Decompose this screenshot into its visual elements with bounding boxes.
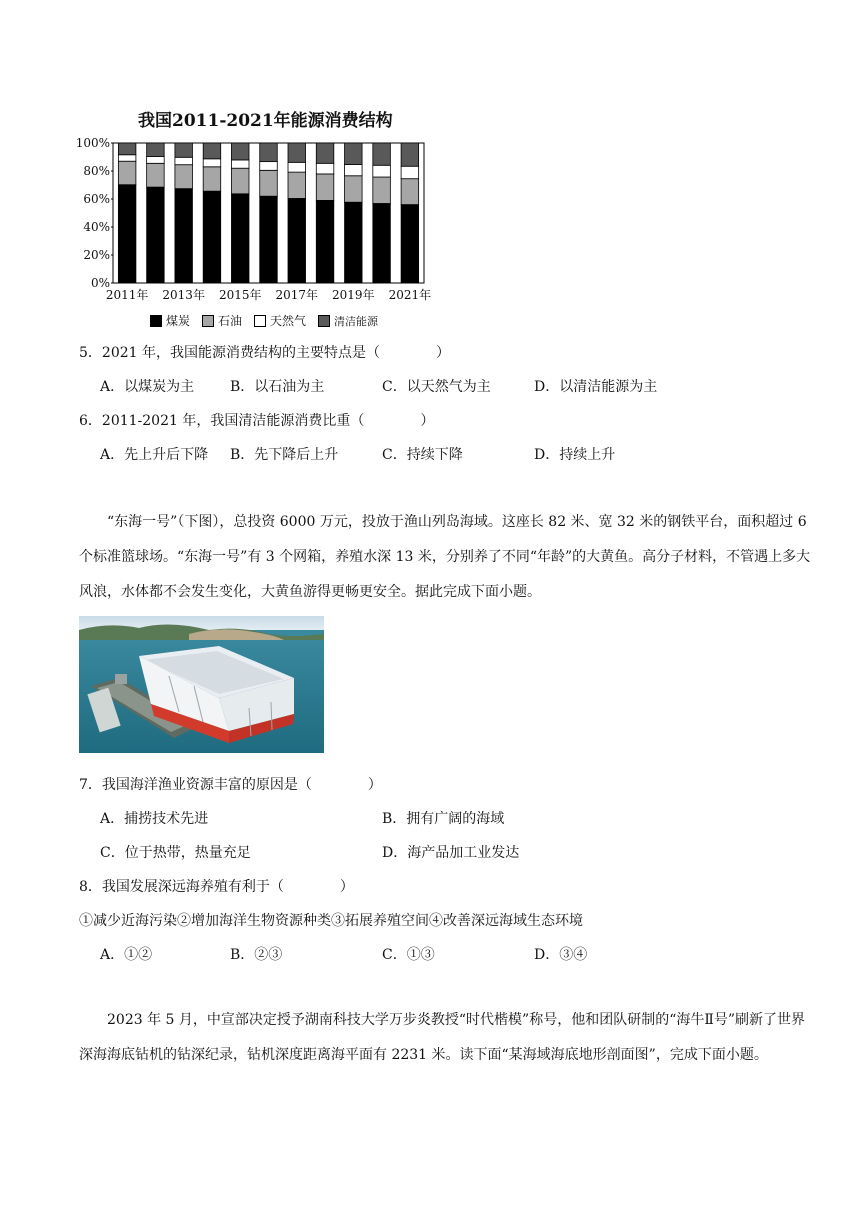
donghai-platform-photo [79,616,324,753]
bar-segment [118,161,136,185]
bar-segment [203,159,221,167]
bar-segment [401,179,419,205]
y-tick-label: 20% [83,248,110,262]
bar-segment [260,162,278,171]
legend-label-gas: 天然气 [270,314,307,328]
bar-segment [203,143,221,159]
question-6-stem: 6．2011-2021 年，我国清洁能源消费比重（ ） [79,413,435,429]
bar-segment [118,143,136,155]
y-tick-label: 40% [83,220,110,234]
passage-hainiu: 2023 年 5 月，中宣部决定授予湖南科技大学万步炎教授“时代楷模”称号，他和团队研制的“海牛Ⅱ号”刷新了世界深海海底钻机的钻深纪录，钻机深度距离海平面有 2231 米。读下面“某海域海底地形剖面图”，完成下面小题。 [79,1012,806,1063]
x-tick-label: 2015年 [218,288,262,302]
bar-segment [373,177,391,203]
bar-segment [345,176,363,202]
y-tick-label: 80% [83,164,110,178]
x-tick-label: 2017年 [275,288,319,302]
question-5-option-c: C．以天然气为主 [382,379,491,395]
legend-swatch-coal [150,315,162,327]
x-tick-label: 2013年 [162,288,205,302]
bar-segment [316,200,334,283]
legend-swatch-clean [318,315,330,327]
bar-segment [147,163,165,187]
passage-donghai-1: “东海一号”（下图），总投资 6000 万元，投放于渔山列岛海域。这座长 82 米、宽 32 米的钢铁平台，面积超过 6 个标准篮球场。“东海一号”有 3 个网箱，养殖水深 13 米，分别养了不同“年龄”的大黄鱼。高分子材料，不管遇上多大风浪，水体都不会发生变化，大黄鱼游得更畅更安全。据此完成下面小题。 [79,514,811,600]
bar-segment [260,196,278,283]
bar-segment [175,157,193,164]
y-tick-label: 100% [75,136,110,150]
x-tick-label: 2021年 [388,288,432,302]
bar-segment [231,194,249,283]
bar-segment [373,203,391,283]
legend-item-oil [202,312,242,329]
y-tick-label: 60% [83,192,110,206]
bar-segment [288,198,306,283]
bar-segment [175,143,193,157]
question-8-statements: ①减少近海污染②增加海洋生物资源种类③拓展养殖空间④改善深远海域生态环境 [79,913,583,929]
platform-illustration [79,616,324,753]
bar-segment [373,143,391,165]
legend-item-clean [318,313,378,329]
bar-segment [373,165,391,177]
question-7-stem: 7．我国海洋渔业资源丰富的原因是（ ） [79,777,382,793]
legend-label-oil: 石油 [218,314,243,328]
question-7-option-d: D．海产品加工业发达 [382,845,520,861]
bar-segment [260,143,278,162]
bar-segment [288,162,306,172]
bar-segment [316,174,334,200]
question-8-option-c: C．①③ [382,947,435,963]
bar-segment [175,189,193,283]
bar-segment [147,143,165,157]
x-tick-label: 2019年 [332,288,375,302]
question-6-option-d: D．持续上升 [534,447,616,463]
question-7-option-b: B．拥有广阔的海域 [382,811,505,827]
bar-segment [345,165,363,176]
bar-segment [147,187,165,283]
question-5-option-a: A．以煤炭为主 [100,379,195,395]
question-6-option-b: B．先下降后上升 [230,447,339,463]
question-6-option-a: A．先上升后下降 [100,447,209,463]
question-5-option-d: D．以清洁能源为主 [534,379,658,395]
legend-swatch-oil [202,315,214,327]
bar-segment [118,185,136,283]
question-7-option-a: A．捕捞技术先进 [100,811,209,827]
bar-segment [345,143,363,165]
bar-segment [147,157,165,164]
bar-segment [175,165,193,189]
question-6-option-c: C．持续下降 [382,447,463,463]
bar-segment [401,205,419,283]
bar-segment [401,166,419,178]
bar-segment [203,167,221,191]
bar-segment [231,143,249,160]
bar-segment [345,202,363,283]
x-tick-label: 2011年 [105,288,149,302]
y-tick-label: 0% [90,276,110,290]
legend-item-gas [254,312,306,329]
bar-segment [118,155,136,161]
legend-swatch-gas [254,315,266,327]
legend-label-clean: 清洁能源 [334,314,379,328]
bar-segment [401,143,419,166]
bar-segment [260,170,278,196]
bar-segment [203,191,221,283]
energy-structure-chart [70,132,440,312]
bar-segment [231,160,249,168]
bar-segment [288,143,306,162]
bar-segment [288,172,306,198]
question-5-option-b: B．以石油为主 [230,379,325,395]
bar-segment [316,163,334,174]
chart-legend [150,312,390,329]
legend-label-coal: 煤炭 [166,314,191,328]
question-8-option-a: A．①② [100,947,153,963]
question-5-stem: 5．2021 年，我国能源消费结构的主要特点是（ ） [79,345,450,361]
bar-segment [316,143,334,163]
question-8-option-d: D．③④ [534,947,588,963]
bar-segment [231,168,249,194]
question-8-stem: 8．我国发展深远海养殖有利于（ ） [79,879,354,895]
chart-title: 我国2011-2021年能源消费结构 [138,111,393,131]
question-7-option-c: C．位于热带，热量充足 [100,845,251,861]
legend-item-coal [150,312,190,329]
question-8-option-b: B．②③ [230,947,283,963]
